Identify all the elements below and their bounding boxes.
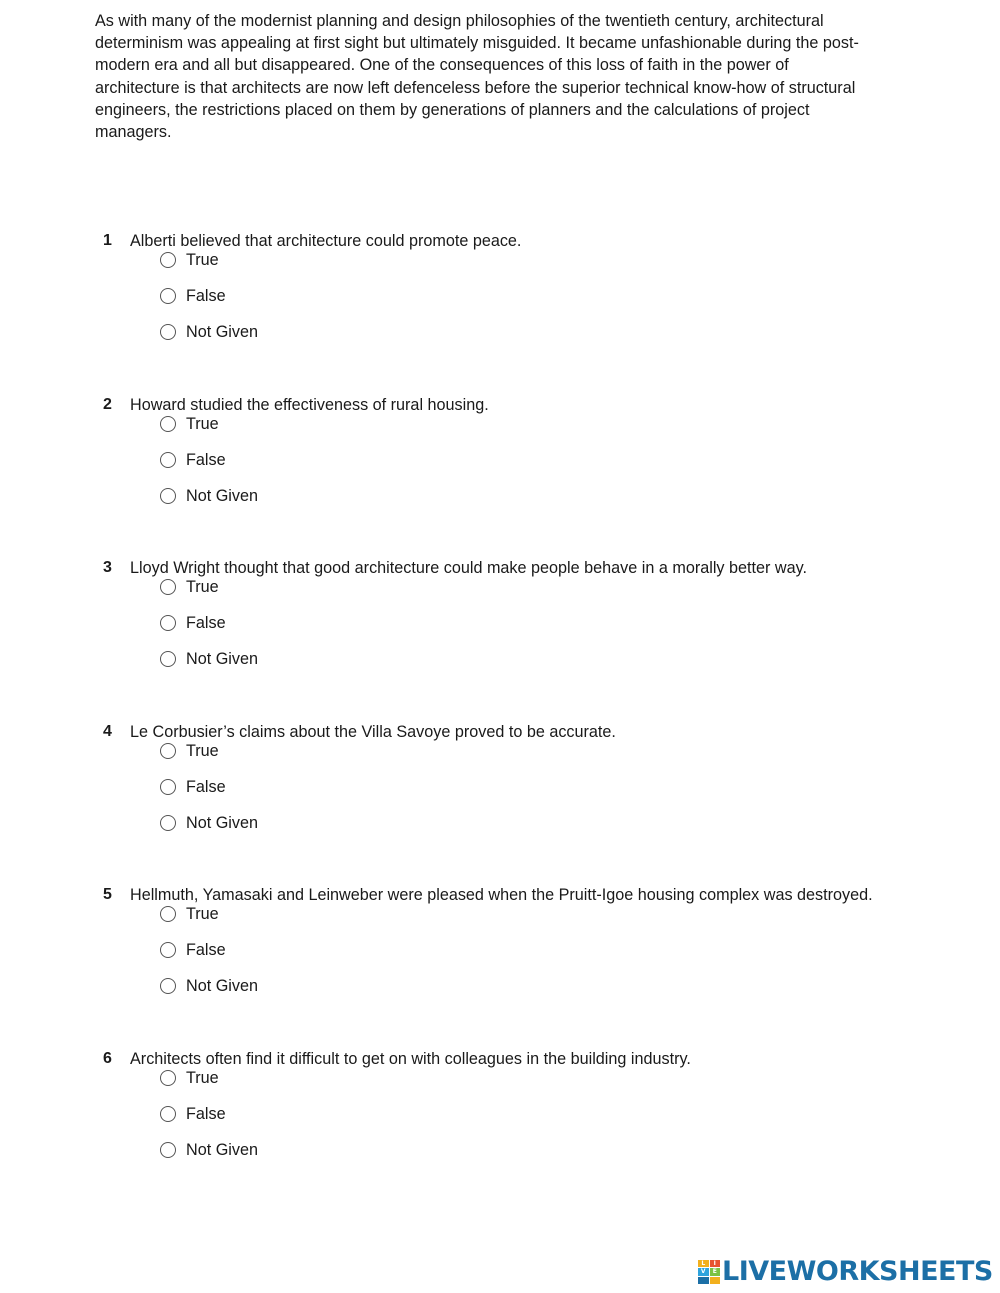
passage-line: modern era and all but disappeared. One of the consequences of this loss of faith in the power of	[95, 56, 789, 75]
q3-option-not-given[interactable]	[160, 648, 258, 670]
option-label: False	[186, 451, 226, 469]
question-number: 1	[103, 232, 112, 249]
question-3	[0, 558, 1000, 708]
passage-line: managers.	[95, 123, 172, 142]
question-text: Hellmuth, Yamasaki and Leinweber were pleased when the Pruitt-Igoe housing complex was destroyed.	[130, 886, 873, 904]
q6-option-true[interactable]	[160, 1067, 219, 1089]
option-label: True	[186, 1069, 219, 1087]
radio-button[interactable]	[160, 252, 176, 268]
option-label: Not Given	[186, 814, 258, 832]
radio-button[interactable]	[160, 779, 176, 795]
question-number: 6	[103, 1050, 112, 1067]
question-1	[0, 231, 1000, 381]
question-text: Lloyd Wright thought that good architecture could make people behave in a morally better way.	[130, 559, 807, 577]
logo-mark-cell: E	[710, 1268, 721, 1275]
option-label: True	[186, 251, 219, 269]
option-label: Not Given	[186, 977, 258, 995]
question-text: Le Corbusier’s claims about the Villa Savoye proved to be accurate.	[130, 723, 616, 741]
logo-mark-cell	[698, 1277, 709, 1284]
radio-button[interactable]	[160, 1142, 176, 1158]
option-label: Not Given	[186, 323, 258, 341]
question-4	[0, 722, 1000, 872]
radio-button[interactable]	[160, 324, 176, 340]
question-number: 3	[103, 559, 112, 576]
passage-line: engineers, the restrictions placed on them by generations of planners and the calculations of project	[95, 100, 810, 119]
option-label: False	[186, 287, 226, 305]
liveworksheets-logo	[698, 1257, 993, 1287]
q6-option-not-given[interactable]	[160, 1139, 258, 1161]
radio-button[interactable]	[160, 978, 176, 994]
option-label: Not Given	[186, 650, 258, 668]
option-label: Not Given	[186, 1141, 258, 1159]
passage-line: As with many of the modernist planning and design philosophies of the twentieth century, architectural	[95, 12, 824, 30]
q4-option-true[interactable]	[160, 740, 219, 762]
radio-button[interactable]	[160, 942, 176, 958]
q1-option-true[interactable]	[160, 249, 219, 271]
question-number: 5	[103, 886, 112, 903]
q2-option-true[interactable]	[160, 413, 219, 435]
q5-option-true[interactable]	[160, 903, 219, 925]
radio-button[interactable]	[160, 1106, 176, 1122]
radio-button[interactable]	[160, 416, 176, 432]
q4-option-not-given[interactable]	[160, 812, 258, 834]
option-label: False	[186, 1105, 226, 1123]
q3-option-false[interactable]	[160, 612, 226, 634]
logo-mark-cell	[710, 1277, 721, 1284]
radio-button[interactable]	[160, 615, 176, 631]
q5-option-not-given[interactable]	[160, 975, 258, 997]
option-label: True	[186, 742, 219, 760]
passage-line: determinism was appealing at first sight but ultimately misguided. It became unfashionable during the post-	[95, 34, 859, 53]
question-text: Alberti believed that architecture could promote peace.	[130, 232, 522, 250]
question-text: Howard studied the effectiveness of rural housing.	[130, 396, 489, 414]
radio-button[interactable]	[160, 488, 176, 504]
q5-option-false[interactable]	[160, 939, 226, 961]
q3-option-true[interactable]	[160, 576, 219, 598]
q1-option-not-given[interactable]	[160, 321, 258, 343]
option-label: False	[186, 941, 226, 959]
radio-button[interactable]	[160, 906, 176, 922]
logo-text: LIVEWORKSHEETS	[722, 1256, 993, 1287]
radio-button[interactable]	[160, 743, 176, 759]
radio-button[interactable]	[160, 815, 176, 831]
option-label: Not Given	[186, 487, 258, 505]
radio-button[interactable]	[160, 452, 176, 468]
radio-button[interactable]	[160, 651, 176, 667]
reading-passage	[95, 10, 895, 143]
option-label: False	[186, 614, 226, 632]
question-number: 2	[103, 396, 112, 413]
q2-option-not-given[interactable]	[160, 485, 258, 507]
logo-mark-cell: V	[698, 1268, 709, 1275]
q4-option-false[interactable]	[160, 776, 226, 798]
question-6	[0, 1049, 1000, 1199]
option-label: True	[186, 905, 219, 923]
question-text: Architects often find it difficult to get on with colleagues in the building industry.	[130, 1050, 691, 1068]
passage-line: architecture is that architects are now left defenceless before the superior technical know-how of structural	[95, 78, 856, 97]
q2-option-false[interactable]	[160, 449, 226, 471]
question-number: 4	[103, 723, 112, 740]
question-5	[0, 885, 1000, 1035]
radio-button[interactable]	[160, 579, 176, 595]
option-label: True	[186, 415, 219, 433]
logo-mark-cell: L	[698, 1260, 709, 1267]
logo-mark-icon	[698, 1260, 720, 1284]
option-label: False	[186, 778, 226, 796]
radio-button[interactable]	[160, 1070, 176, 1086]
option-label: True	[186, 578, 219, 596]
q6-option-false[interactable]	[160, 1103, 226, 1125]
radio-button[interactable]	[160, 288, 176, 304]
logo-mark-cell: I	[710, 1260, 721, 1267]
question-2	[0, 395, 1000, 545]
q1-option-false[interactable]	[160, 285, 226, 307]
